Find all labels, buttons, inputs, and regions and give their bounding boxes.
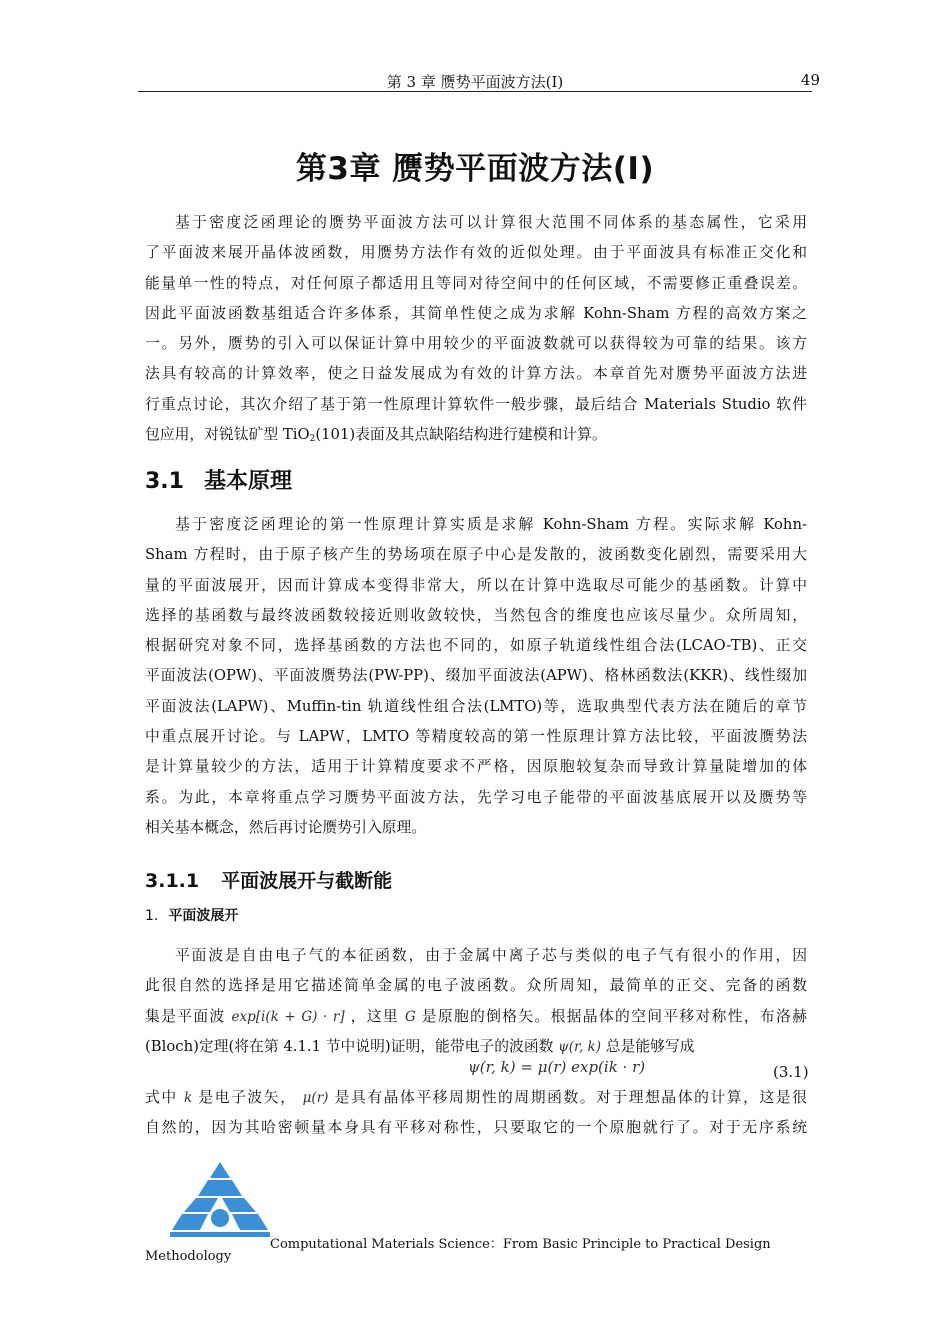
text-run: 总是能够写成 xyxy=(605,1037,695,1055)
pw-line: 此很自然的选择是用它描述简单金属的电子波函数。众所周知，最简单的正交、完备的函数 xyxy=(145,977,807,995)
pw-line xyxy=(145,1002,807,1032)
section-number: 3.1 xyxy=(145,469,184,494)
section-line: 根据研究对象不同，选择基函数的方法也不同的，如原子轨道线性组合法(LCAO-TB)、正交 xyxy=(145,637,807,655)
math-expression: ψ(r, k) xyxy=(558,1038,601,1055)
math-symbol: k xyxy=(183,1090,193,1106)
intro-line-last xyxy=(145,420,807,454)
section-line: 基于密度泛函理论的第一性原理计算实质是求解 Kohn-Sham 方程。实际求解 Kohn- xyxy=(175,516,807,533)
section-title: 基本原理 xyxy=(203,469,292,494)
text-run: 是原胞的倒格矢。根据晶体的空间平移对称性，布洛赫 xyxy=(421,1007,807,1025)
section-line: 平面波法(OPW)、平面波赝势法(PW-PP)、缀加平面波法(APW)、格林函数法(KKR)、线性缀加 xyxy=(145,667,807,685)
section-heading xyxy=(145,464,292,495)
intro-line: 法具有较高的计算效率，使之日益发展成为有效的计算方法。本章首先对赝势平面波方法进 xyxy=(145,365,807,383)
footer-text-continued: Methodology xyxy=(145,1249,232,1264)
text-run: 包应用，对锐钛矿型 TiO xyxy=(145,426,310,444)
section-line: 系。为此，本章将重点学习赝势平面波方法，先学习电子能带的平面波基底展开以及赝势等 xyxy=(145,788,807,806)
section-line: 是计算量较少的方法，适用于计算精度要求不严格，因原胞较复杂而导致计算量陡增加的体 xyxy=(145,758,807,776)
math-symbol: G xyxy=(404,1008,416,1025)
intro-line: 基于密度泛函理论的赝势平面波方法可以计算很大范围不同体系的基态属性，它采用 xyxy=(175,214,807,231)
text-run: 集是平面波 xyxy=(145,1007,226,1025)
after-eq-line xyxy=(145,1083,807,1113)
subsection-heading xyxy=(145,866,392,893)
footer-text: Computational Materials Science：From Basic Principle to Practical Design xyxy=(270,1237,771,1252)
page-number: 49 xyxy=(800,71,820,89)
intro-line: 因此平面波函数基组适合许多体系，其简单性使之成为求解 Kohn-Sham 方程的高效方案之 xyxy=(145,304,807,322)
intro-line: 能量单一性的特点，对任何原子都适用且等同对待空间中的任何区域，不需要修正重叠误差。 xyxy=(145,274,807,292)
text-run: (Bloch)定理(将在第 4.1.1 节中说明)证明，能带电子的波函数 xyxy=(145,1037,554,1055)
text-run: 是具有晶体平移周期性的周期函数。对于理想晶体的计算，这是很 xyxy=(334,1089,807,1106)
text-run: 式中 xyxy=(145,1089,178,1106)
intro-line: 行重点讨论，其次介绍了基于第一性原理计算软件一般步骤，最后结合 Materials Studio 软件 xyxy=(145,395,807,413)
equation-number: (3.1) xyxy=(773,1063,809,1081)
subscript: 2 xyxy=(309,434,316,445)
planewave-paragraph xyxy=(145,941,807,1062)
header-rule xyxy=(138,91,812,92)
pw-line: 平面波是自由电子气的本征函数，由于金属中离子芯与类似的电子气有很小的作用，因 xyxy=(175,947,807,964)
section-line: 平面波法(LAPW)、Muffin-tin 轨道线性组合法(LMTO)等，选取典型代表方法在随后的章节 xyxy=(145,697,807,715)
section-line: 中重点展开讨论。与 LAPW，LMTO 等精度较高的第一性原理计算方法比较，平面波赝势法 xyxy=(145,728,807,746)
subsection-title: 平面波展开与截断能 xyxy=(221,870,393,892)
intro-line: 了平面波来展开晶体波函数，用赝势方法作有效的近似处理。由于平面波具有标准正交化和 xyxy=(145,244,807,262)
text-run: (101)表面及其点缺陷结构进行建模和计算。 xyxy=(315,426,607,444)
math-expression: μ(r) xyxy=(302,1090,329,1106)
publisher-logo-icon xyxy=(170,1160,270,1242)
running-header-title: 第 3 章 赝势平面波方法(I) xyxy=(386,73,564,91)
equation: ψ(r, k) = μ(r) exp(ik · r) xyxy=(468,1058,646,1076)
intro-paragraph xyxy=(145,208,807,454)
section-line: Sham 方程时，由于原子核产生的势场项在原子中心是发散的，波函数变化剧烈，需要采用大 xyxy=(145,546,807,564)
item-heading xyxy=(145,905,238,925)
item-number: 1. xyxy=(145,908,159,924)
section-line: 相关基本概念，然后再讨论赝势引入原理。 xyxy=(145,818,427,836)
after-eq-line: 自然的，因为其哈密顿量本身具有平移对称性，只要取它的一个原胞就行了。对于无序系统 xyxy=(145,1119,807,1137)
item-title: 平面波展开 xyxy=(168,908,239,924)
section-line: 选择的基函数与最终波函数较接近则收敛较快，当然包含的维度也应该尽量少。众所周知， xyxy=(145,606,807,624)
after-equation-paragraph xyxy=(145,1083,807,1144)
intro-line: 一。另外，赝势的引入可以保证计算中用较少的平面波数就可以获得较为可靠的结果。该方 xyxy=(145,335,807,353)
text-run: 是电子波矢， xyxy=(198,1089,297,1106)
chapter-title: 第3章 赝势平面波方法(I) xyxy=(295,151,655,187)
section-line: 量的平面波展开，因而计算成本变得非常大，所以在计算中选取尽可能少的基函数。计算中 xyxy=(145,576,807,594)
text-run: ，这里 xyxy=(350,1007,399,1025)
math-expression: exp[i(k + G) · r] xyxy=(231,1008,345,1025)
subsection-number: 3.1.1 xyxy=(145,870,200,892)
section-paragraph xyxy=(145,510,807,843)
